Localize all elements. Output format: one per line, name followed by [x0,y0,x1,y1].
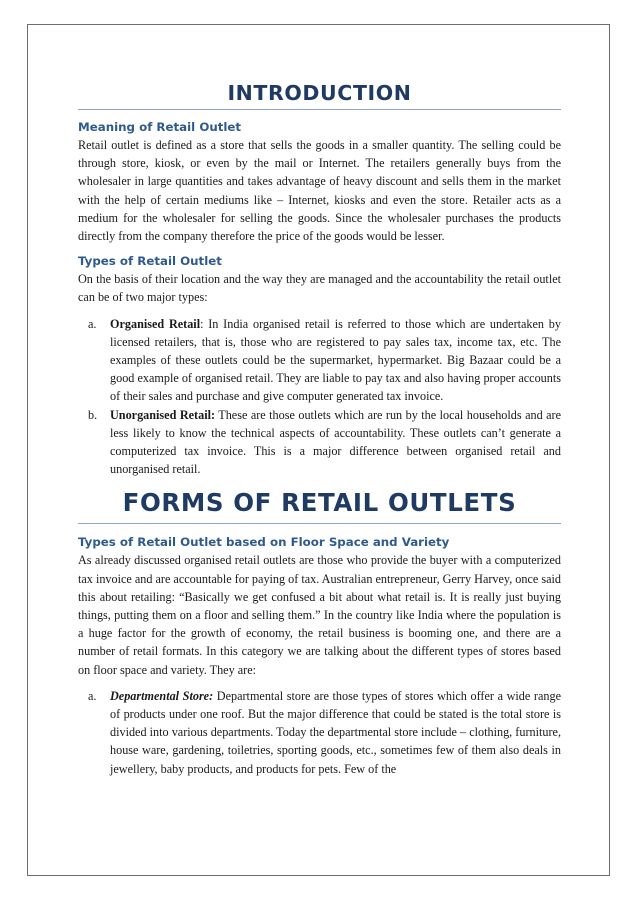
term-separator: : [200,316,204,331]
term-unorganised-retail: Unorganised Retail: [110,407,216,422]
types-list [78,315,561,479]
list-marker: a. [88,688,97,703]
forms-title: FORMS OF RETAIL OUTLETS [78,488,561,524]
list-item-departmental-store [88,687,561,778]
store-types-list [78,687,561,778]
introduction-title: INTRODUCTION [78,80,561,110]
meaning-paragraph: Retail outlet is defined as a store that sells the goods in a smaller quantity. The selling could be through store, kiosk, or even by the mail or Internet. The retailers generally buys from the wholesaler in large quantities and takes advantage of heavy discount and sells them in the market with the help of certain mediums like – Internet, kiosks and even the store. Retailer acts as a medium for the wholesaler for selling the goods. Since the wholesaler purchases the products directly from the company therefore the price of the goods would be lesser. [78,138,561,244]
unorganised-retail-text: These are those outlets which are run by the local households and are less likely to know the technical aspects of accountability. These outlets can’t generate a computerized tax invoice. This is a major difference between organised retail and unorganised retail. [110,407,562,477]
floor-space-paragraph: As already discussed organised retail outlets are those who provide the buyer with a computerized tax invoice and are accountable for paying of tax. Australian entrepreneur, Gerry Harvey, once said this about retailing: “Basically we get confused a bit about what retail is. It is really just buying things, putting them on a floor and selling them.” In the country like India where the population is a huge factor for the growth of economy, the retail business is booming one, and there are a number of retail formats. In this category we are talking about the different types of stores based on floor space and variety. They are: [78,553,561,677]
list-item-unorganised-retail [88,406,562,479]
meaning-heading: Meaning of Retail Outlet [78,120,242,134]
list-item-organised-retail [88,315,561,406]
document-body [78,80,561,778]
term-departmental-store: Departmental Store: [110,688,214,703]
types-paragraph: On the basis of their location and the way they are managed and the accountability the retail outlet can be of two major types: [78,272,561,305]
term-organised-retail: Organised Retail [110,316,201,331]
list-marker: a. [88,316,97,331]
list-marker: b. [88,407,98,422]
departmental-store-text: Departmental store are those types of stores which offer a wide range of products under one roof. But the major difference that could be stated is the total store is divided into various departments. Today the departmental store include – clothing, furniture, house ware, gardening, toiletries, sporting goods, etc., sometimes few of them also deals in jewellery, baby products, and products for pets. Few of the [110,688,561,776]
types-heading: Types of Retail Outlet [78,254,222,269]
floor-space-heading: Types of Retail Outlet based on Floor Space and Variety [78,535,450,550]
organised-retail-text: In India organised retail is referred to those which are undertaken by licensed retailers, that is, those who are registered to pay sales tax, income tax, etc. The examples of these outlets could be the supermarket, hypermarket. Big Bazaar could be a good example of organised retail. They are liable to pay tax and also having proper accounts of their sales and purchase and give computer generated tax invoice. [110,316,561,404]
